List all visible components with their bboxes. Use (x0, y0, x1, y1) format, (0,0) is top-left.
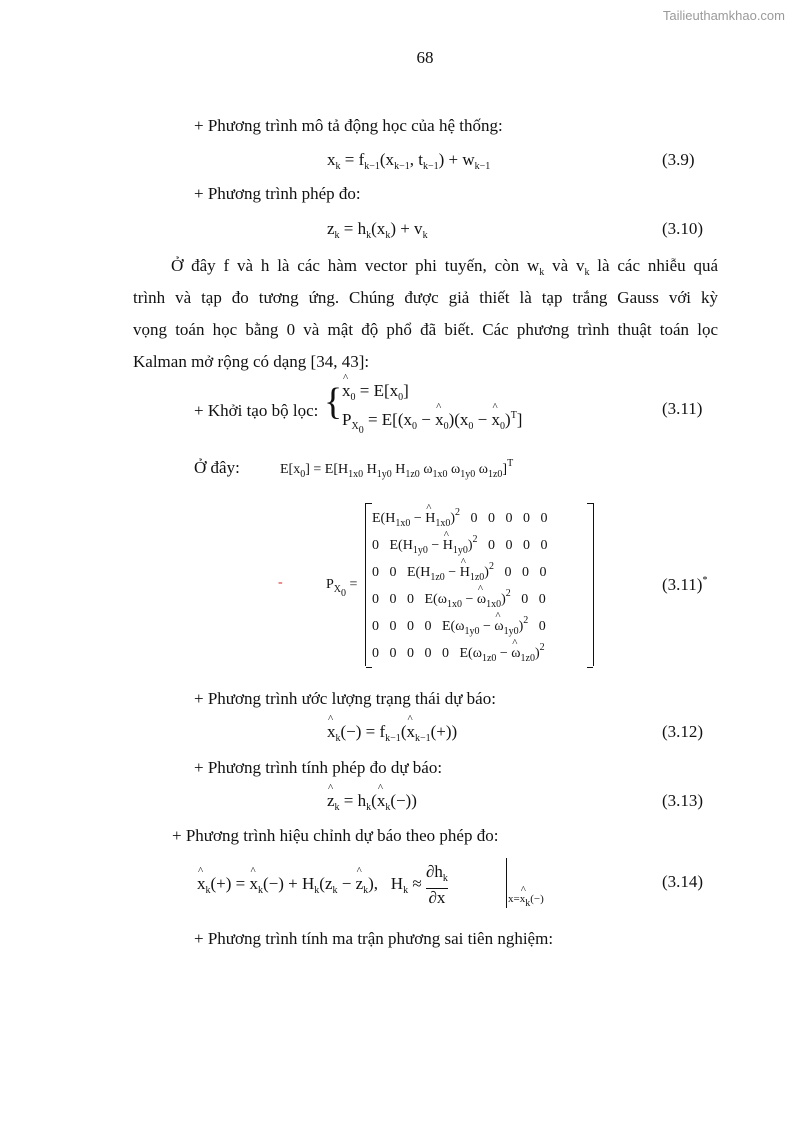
watermark: Tailieuthamkhao.com (662, 8, 785, 23)
equation-3-11-line1: ^ $x_0 = E[x_0]$ (342, 381, 409, 403)
matrix-row: 0 0 0 0 0 $E(\omega_{1z0}$ − ^ $\omega_{1z0})^2$ (372, 642, 545, 664)
intro-measurement: + Phương trình phép đo: (194, 184, 361, 203)
intro-initialization: + Khởi tạo bộ lọc: (194, 401, 319, 420)
equation-number-3-11-star: (3.11)* (662, 575, 708, 594)
equation-number-3-11: (3.11) (662, 399, 703, 418)
equation-3-10: $z_k = h_k(x_k) + v_k$ (327, 219, 428, 241)
matrix-row: 0 $E(H_{1y0}$ − ^ $H_{1y0})^2$ 0 0 0 0 (372, 534, 548, 556)
equation-3-13: ^ $z_k$ = $h_k(\^{}$ $x_k(-)$) (327, 791, 417, 813)
matrix-row: 0 0 0 0 $E(\omega_{1y0}$ − ^ $\omega_{1y0})^2$ 0 (372, 615, 546, 637)
equation-number-3-13: (3.13) (662, 791, 704, 810)
equation-3-14: ^ $x_k(+)$ = ^ $x_k(-) + H_k(z_k$ − ^ $z_k$), $H_k$ ≈ $\frac{\partial h_k}{\partial x}$ (197, 863, 448, 907)
matrix-row: 0 0 0 $E(\omega_{1x0}$ − ^ $\omega_{1x0})^2$ 0 0 (372, 588, 546, 610)
body-paragraph (133, 250, 718, 378)
equation-3-11-line2: $P_{X_0} = E[(x_0$ − ^ $x_0)(x_0$ − ^ $x_0)^T$] (342, 410, 522, 436)
paragraph-line: Kalman mở rộng có dạng [34, 43]: (133, 352, 370, 371)
intro-covariance: + Phương trình tính ma trận phương sai tiên nghiệm: (194, 929, 554, 948)
matrix-row: 0 0 $E(H_{1z0}$ − ^ $H_{1z0})^2$ 0 0 0 (372, 561, 546, 583)
equation-number-3-10: (3.10) (662, 219, 704, 238)
page-number: 68 (416, 48, 434, 67)
intro-measurement-prediction: + Phương trình tính phép đo dự báo: (194, 758, 443, 777)
paragraph-line: Ở đây f và h là các hàm vector phi tuyến, còn $w_k$ và $v_k$ là các nhiễu quá (171, 256, 719, 278)
matrix-row: $E(H_{1x0}$ − ^ $H_{1x0})^2$ 0 0 0 0 0 (372, 507, 548, 529)
equation-number-3-9: (3.9) (662, 150, 695, 169)
intro-state-prediction: + Phương trình ước lượng trạng thái dự báo: (194, 689, 496, 708)
paragraph-line: trình và tạp đo tương ứng. Chúng được giả thiết là tạp trắng Gauss với kỳ (133, 288, 718, 307)
equation-number-3-12: (3.12) (662, 722, 704, 741)
covariance-matrix (365, 503, 594, 666)
evaluation-point: x=^ $x_k(-)$ (508, 893, 544, 909)
left-brace: { (324, 381, 343, 423)
here-label: Ở đây: (194, 458, 240, 477)
evaluation-bar (506, 858, 507, 908)
red-mark: - (278, 575, 283, 590)
equation-3-12: ^ $x_k(-)$ = $f_{k-1}(\^{}$ $x_{k-1}(+)$) (327, 722, 457, 744)
paragraph-line: vọng toán học bằng 0 và mật độ phổ đã biết. Các phương trình thuật toán lọc (133, 320, 718, 339)
intro-dynamics: + Phương trình mô tả động học của hệ thống: (194, 116, 503, 135)
equation-3-9: $x_k = f_{k-1}(x_{k-1}$, $t_{k-1}) + w_{k-1}$ (327, 150, 491, 172)
matrix-label: $P_{X_0}$ = (326, 577, 358, 599)
equation-number-3-14: (3.14) (662, 872, 704, 891)
intro-correction: + Phương trình hiệu chỉnh dự báo theo phép đo: (172, 826, 499, 845)
equation-initial-state: $E[x_0] = E[H_{1x0}$ $H_{1y0}$ $H_{1z0}$ $\omega_{1x0}$ $\omega_{1y0}$ $\omega_{1z0}]^T$ (280, 458, 514, 480)
